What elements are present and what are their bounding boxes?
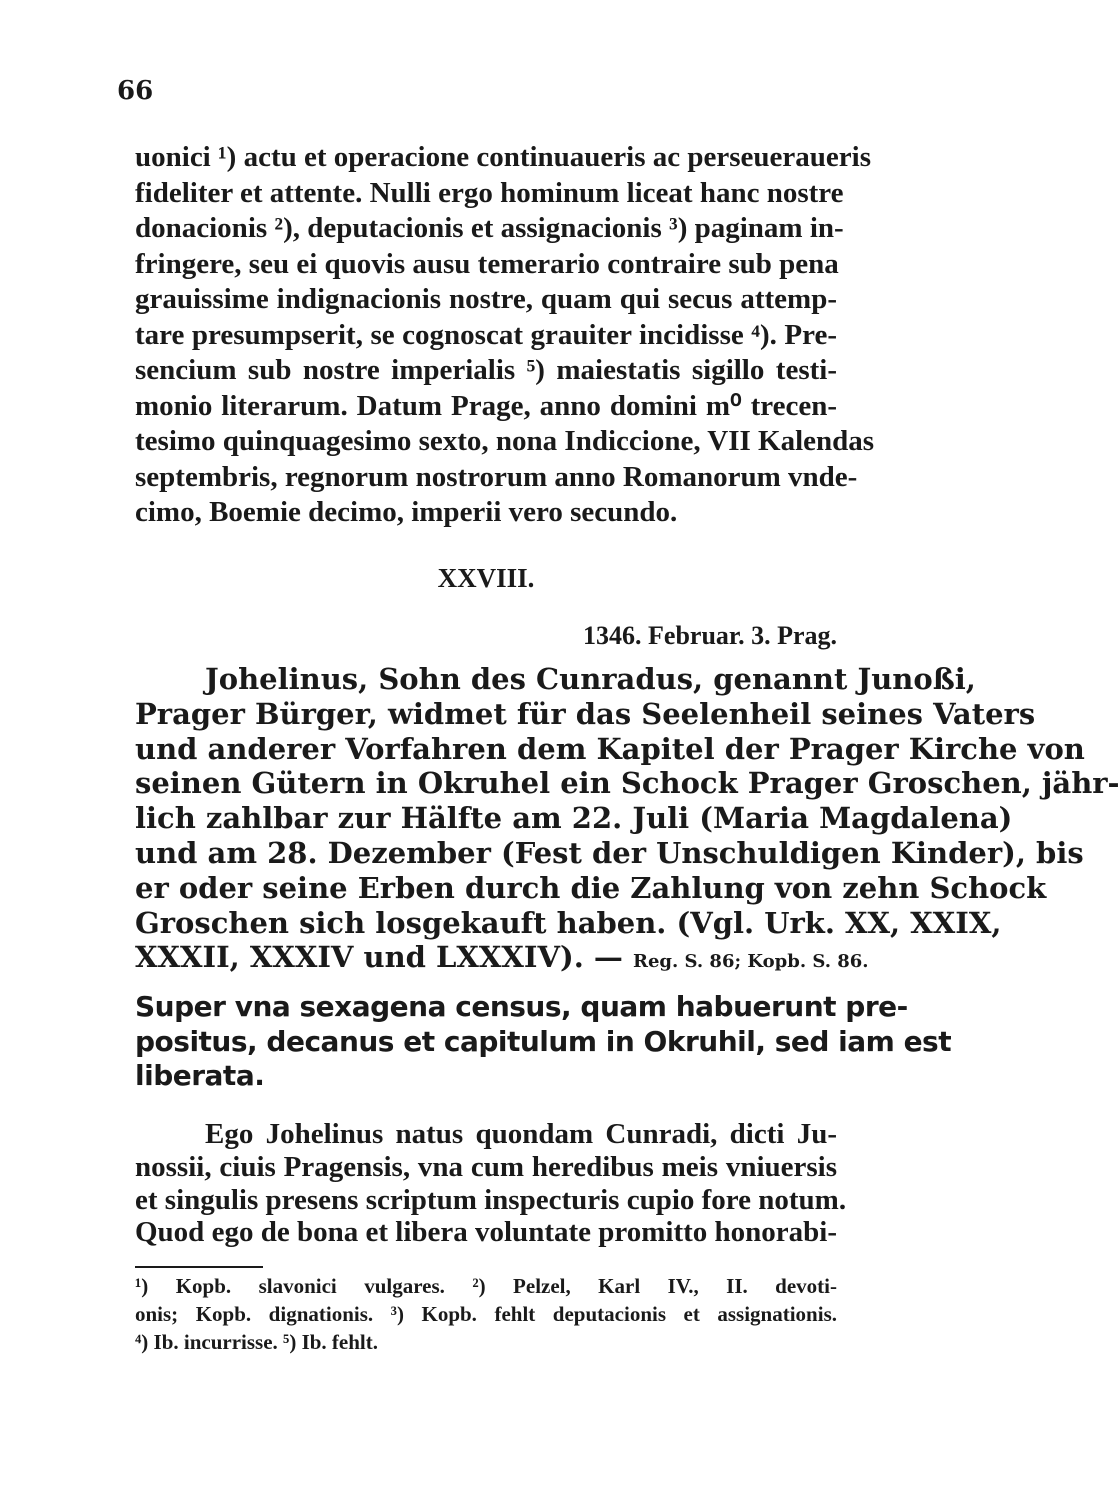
text-line: tesimo quinquagesimo sexto, nona Indiccione, VII Kalendas xyxy=(135,425,875,457)
text-line: monio literarum. Datum Prage, anno domini m⁰ trecen- xyxy=(135,389,837,422)
text-line: donacionis ²), deputacionis et assignacionis ³) paginam in- xyxy=(135,212,844,244)
document-dateline xyxy=(135,620,837,652)
regest-line: er oder seine Erben durch die Zahlung von zehn Schock xyxy=(135,870,1047,905)
footnote-line: ⁴) Ib. incurrisse. ⁵) Ib. fehlt. xyxy=(135,1330,379,1354)
latin-text-document xyxy=(135,1118,847,1249)
footnote-line: ¹) Kopb. slavonici vulgares. ²) Pelzel, Karl IV., II. devoti- xyxy=(135,1274,837,1298)
document-heading xyxy=(135,990,952,1094)
text-line: septembris, regnorum nostrorum anno Romanorum vnde- xyxy=(135,460,858,493)
text-line: Ego Johelinus natus quondam Cunradi, dicti Ju- xyxy=(205,1118,837,1150)
text-line: et singulis presens scriptum inspecturis cupio fore notum. xyxy=(135,1183,847,1216)
text-line: sencium sub nostre imperialis ⁵) maiestatis sigillo testi- xyxy=(135,354,837,386)
heading-line: liberata. xyxy=(135,1059,265,1092)
regest-source: Reg. S. 86; Kopb. S. 86. xyxy=(633,951,869,973)
footnote-line: onis; Kopb. dignationis. ³) Kopb. fehlt deputacionis et assignationis. xyxy=(135,1302,837,1326)
regest-line: und anderer Vorfahren dem Kapitel der Prager Kirche von xyxy=(135,731,1085,766)
text-line: fringere, seu ei quovis ausu temerario contraire sub pena xyxy=(135,247,839,280)
heading-line: Super vna sexagena census, quam habuerunt pre- xyxy=(135,990,908,1023)
text-line: tare presumpserit, se cognoscat grauiter incidisse ⁴). Pre- xyxy=(135,318,837,351)
regest-line: Groschen sich losgekauft haben. (Vgl. Urk. XX, XXIX, xyxy=(135,905,1002,940)
regest-line: Johelinus, Sohn des Cunradus, genannt Junoßi, xyxy=(205,662,976,696)
regest-line: Prager Bürger, widmet für das Seelenheil seines Vaters xyxy=(135,696,1036,731)
regest-line: seinen Gütern in Okruhel ein Schock Prager Groschen, jähr- xyxy=(135,766,1120,801)
footnote-divider xyxy=(135,1266,263,1268)
text-line: fideliter et attente. Nulli ergo hominum liceat hanc nostre xyxy=(135,176,844,209)
text-line: uonici ¹) actu et operacione continuaueris ac perseueraueris xyxy=(135,141,872,173)
document-number xyxy=(135,562,837,594)
regest-line: lich zahlbar zur Hälfte am 22. Juli (Maria Magdalena) xyxy=(135,801,1013,836)
heading-line: positus, decanus et capitulum in Okruhil, sed iam est xyxy=(135,1024,952,1058)
text-line: Quod ego de bona et libera voluntate promitto honorabi- xyxy=(135,1216,837,1249)
regest-line-text: XXXII, XXXIV und LXXXIV). — xyxy=(135,940,623,975)
page-number: 66 xyxy=(117,76,154,106)
regest-line: und am 28. Dezember (Fest der Unschuldigen Kinder), bis xyxy=(135,835,1084,870)
text-line: grauissime indignacionis nostre, quam qui secus attemp- xyxy=(135,283,837,315)
dateline-text: 1346. Februar. 3. Prag. xyxy=(583,621,837,650)
footnotes xyxy=(135,1272,837,1356)
text-line: cimo, Boemie decimo, imperii vero secundo. xyxy=(135,496,678,528)
text-line: nossii, ciuis Pragensis, vna cum heredibus meis vniuersis xyxy=(135,1150,837,1183)
regest-summary xyxy=(135,662,1120,980)
regest-last-line xyxy=(135,940,869,980)
document-number-text: XXVIII. xyxy=(437,563,535,593)
latin-text-continuation xyxy=(135,140,875,531)
